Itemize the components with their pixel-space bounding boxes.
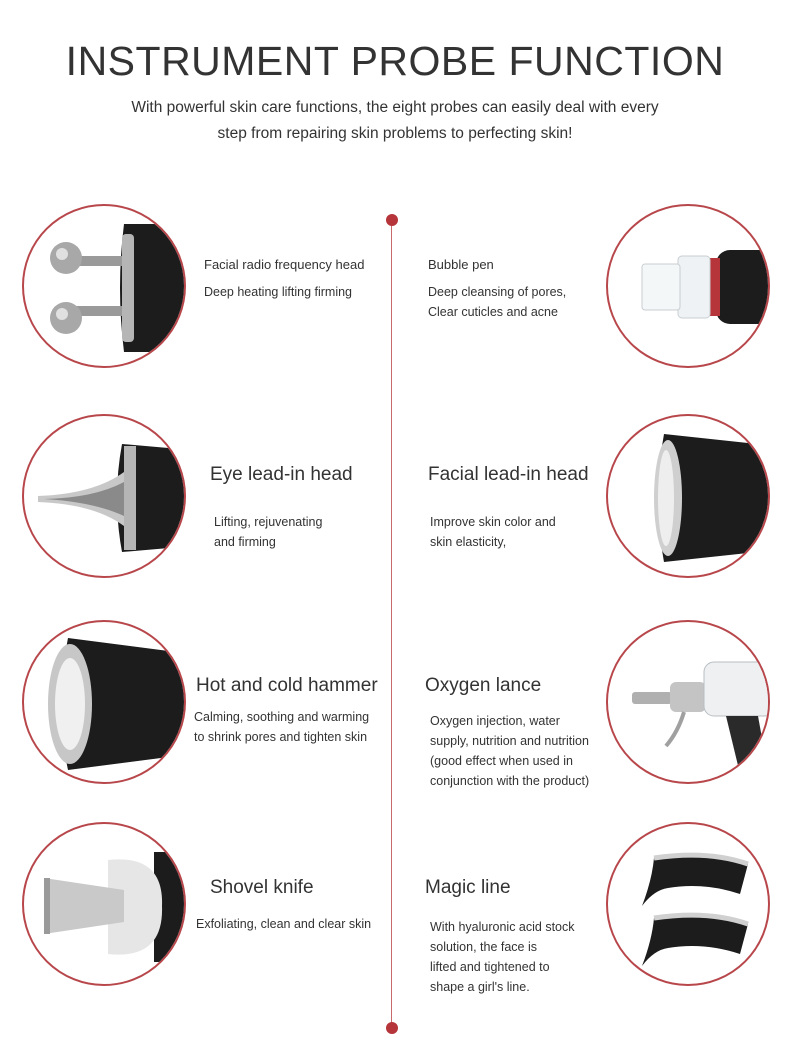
probe-desc-rf-head: Deep heating lifting firming — [204, 285, 352, 299]
magic-line-icon — [606, 822, 770, 986]
facial-lead-in-icon — [606, 414, 770, 578]
probe-desc-oxygen-lance: Oxygen injection, water supply, nutrition and nutrition (good effect when used in conjunction with the product) — [430, 714, 590, 788]
probe-desc-facial-lead-in: Improve skin color and skin elasticity, — [430, 515, 556, 549]
probe-desc-eye-lead-in: Lifting, rejuvenating and firming — [214, 515, 323, 549]
page-title: INSTRUMENT PROBE FUNCTION — [65, 38, 725, 84]
probe-name-magic-line: Magic line — [425, 877, 511, 898]
probe-name-facial-lead-in: Facial lead-in head — [428, 464, 589, 485]
timeline-line — [391, 220, 392, 1028]
probe-desc-magic-line: With hyaluronic acid stock solution, the face is lifted and tightened to shape a girl's line. — [430, 920, 575, 994]
subtitle-line-2: step from repairing skin problems to perfecting skin! — [217, 125, 573, 142]
page-subtitle — [60, 95, 730, 147]
hammer-icon — [22, 620, 186, 784]
probe-desc-shovel-knife: Exfoliating, clean and clear skin — [196, 917, 372, 931]
timeline-dot-top — [386, 214, 398, 226]
bubble-pen-icon — [606, 204, 770, 368]
probe-desc-bubble-pen: Deep cleansing of pores, Clear cuticles and acne — [428, 285, 567, 319]
probe-desc-hammer: Calming, soothing and warming to shrink pores and tighten skin — [194, 710, 370, 744]
probe-name-bubble-pen: Bubble pen — [428, 257, 494, 272]
rf-head-icon — [22, 204, 186, 368]
probe-name-oxygen-lance: Oxygen lance — [425, 675, 542, 696]
shovel-knife-icon — [22, 822, 186, 986]
probe-name-eye-lead-in: Eye lead-in head — [210, 464, 353, 485]
probe-name-rf-head: Facial radio frequency head — [204, 257, 365, 272]
oxygen-gun-icon — [606, 620, 770, 784]
subtitle-line-1: With powerful skin care functions, the eight probes can easily deal with every — [131, 99, 659, 116]
probe-name-hammer: Hot and cold hammer — [196, 675, 378, 696]
eye-lead-in-icon — [22, 414, 186, 578]
timeline-dot-bottom — [386, 1022, 398, 1034]
probe-name-shovel-knife: Shovel knife — [210, 877, 314, 898]
